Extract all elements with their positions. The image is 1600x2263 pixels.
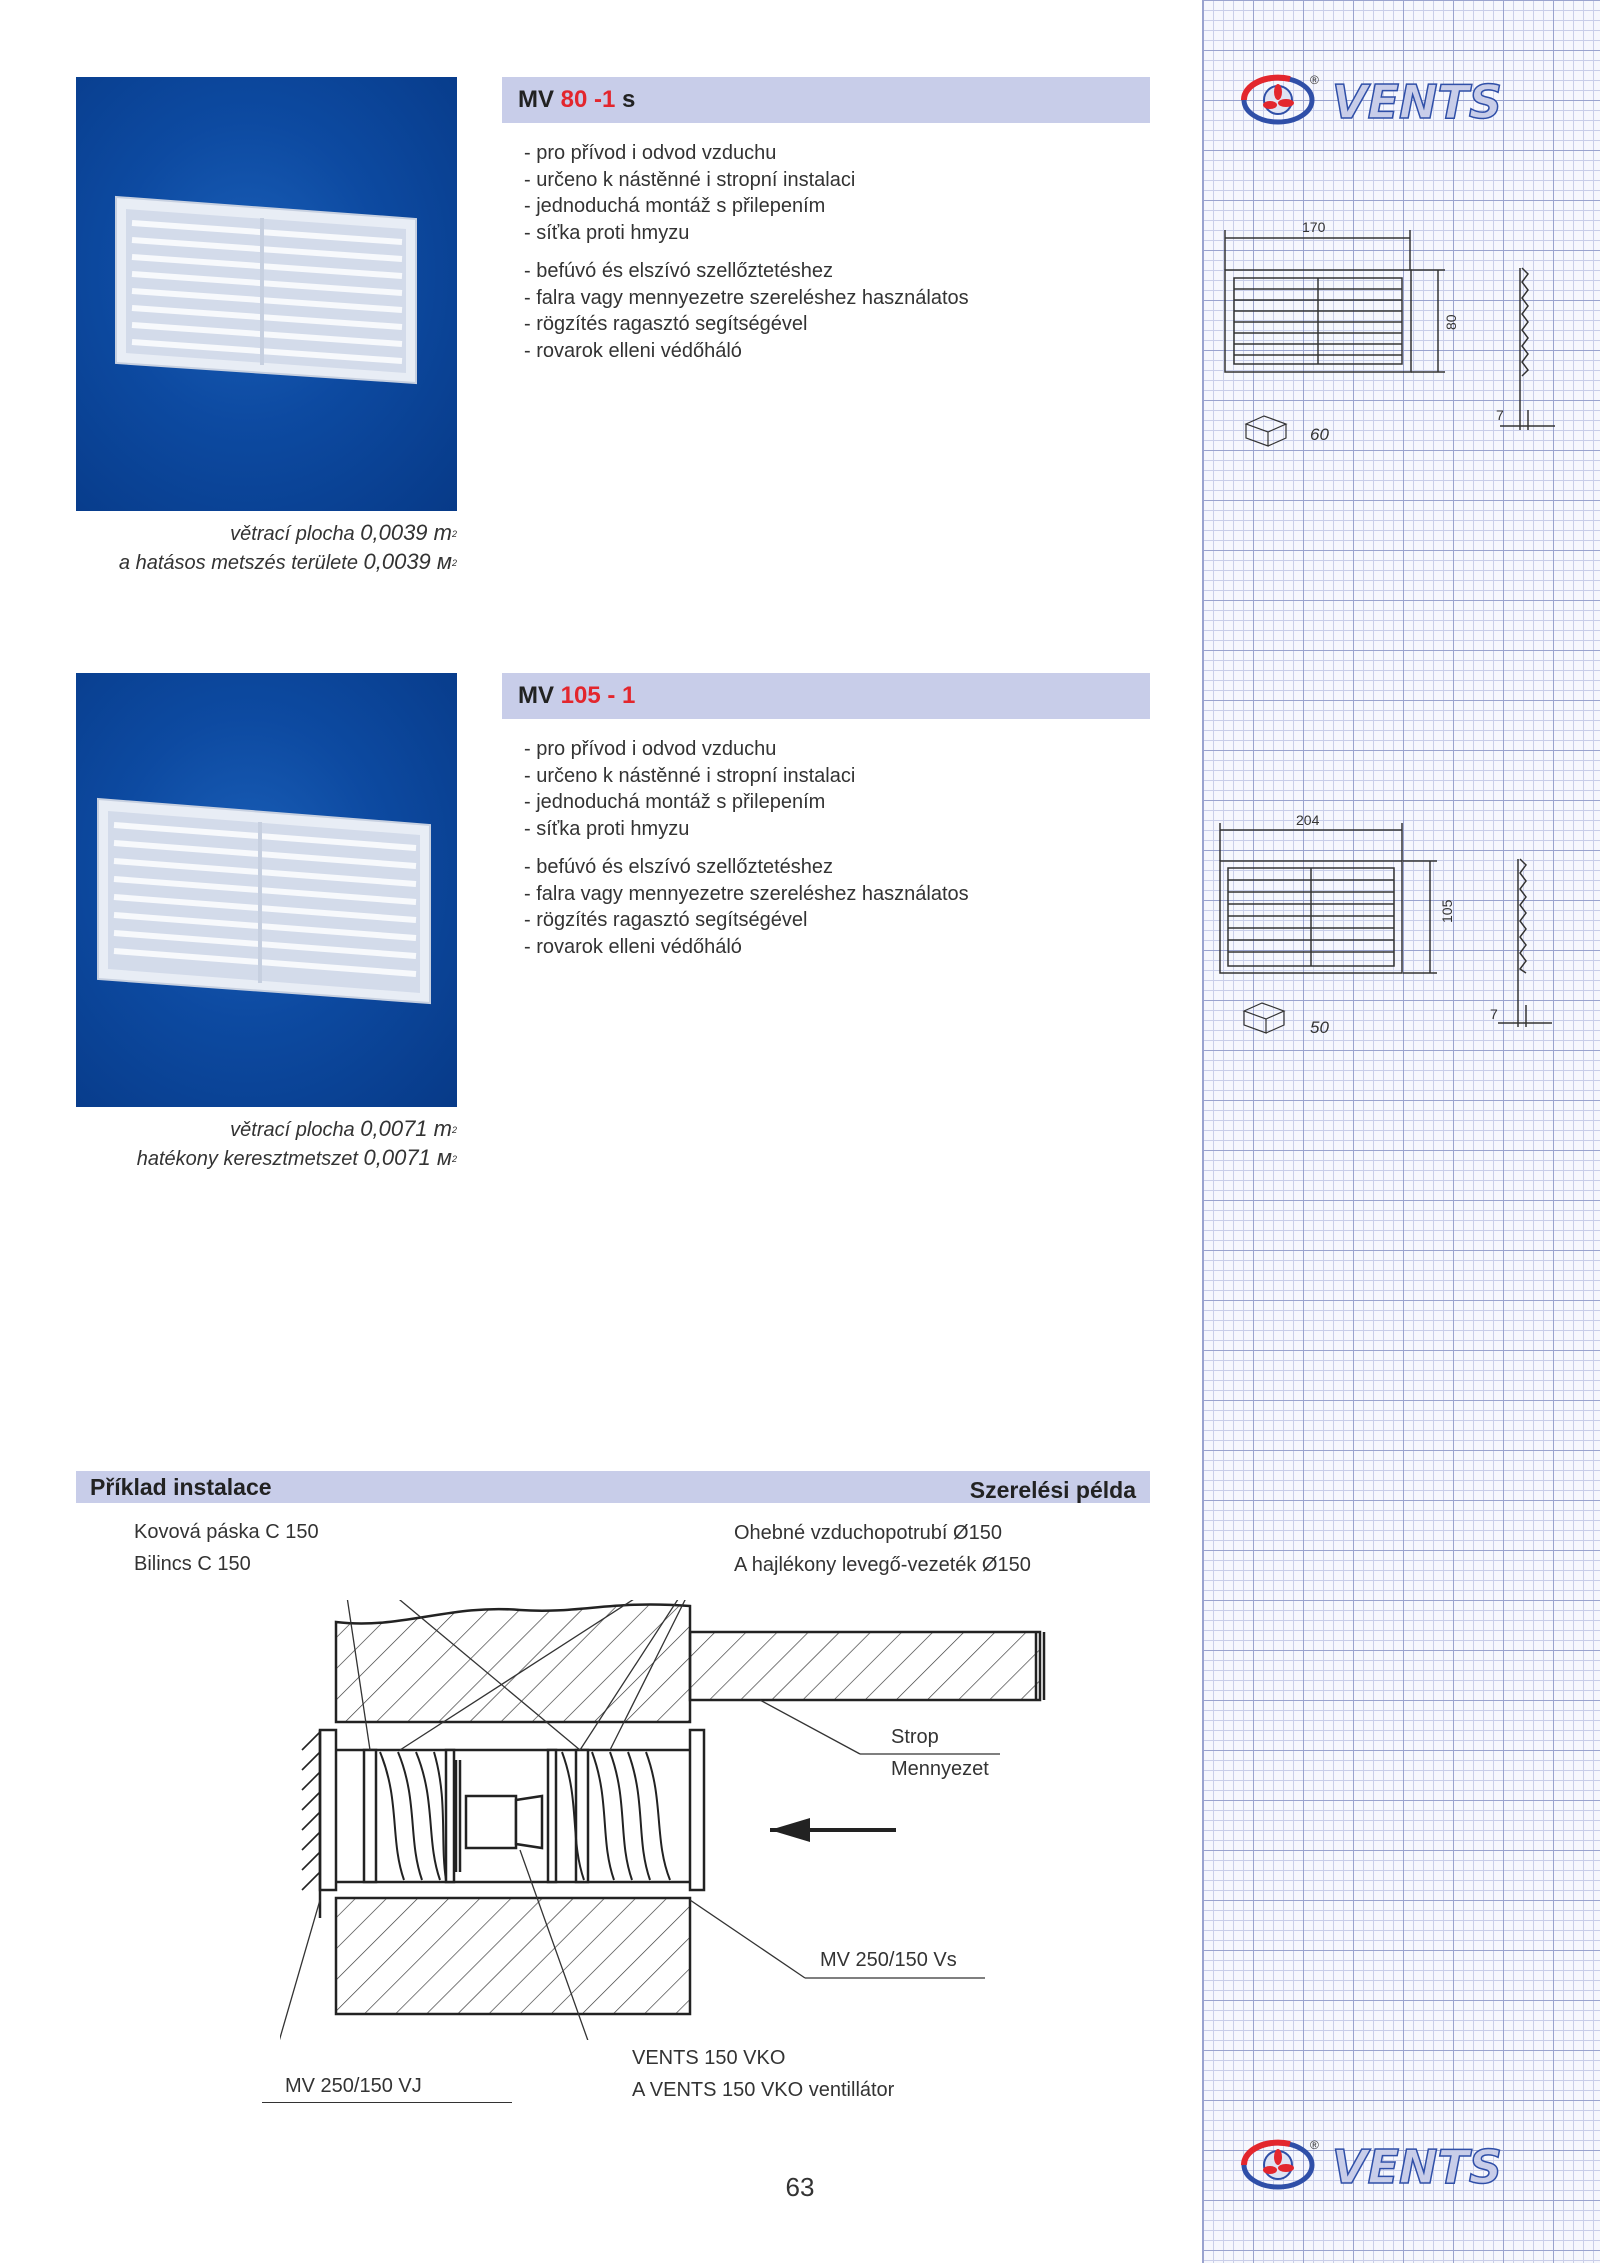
product-title-mv80: MV 80 -1 s <box>502 77 1150 123</box>
label-ceiling-hu: Mennyezet <box>891 1758 989 1780</box>
svg-text:60: 60 <box>1310 425 1329 444</box>
svg-text:7: 7 <box>1496 407 1504 423</box>
svg-text:7: 7 <box>1490 1006 1498 1022</box>
svg-text:80: 80 <box>1443 314 1459 330</box>
grille-illustration <box>76 77 457 511</box>
svg-text:®: ® <box>1310 2138 1319 2152</box>
feature-list-mv80: - pro přívod i odvod vzduchu - určeno k nástěnné i stropní instalaci - jednoduchá montáž s přilepením - síťka proti hmyzu - befúvó és elszívó szellőztetéshez - falra vagy mennyezetre szereléshez használatos - rögzítés ragasztó segítségével - rovarok elleni védőháló <box>524 142 969 362</box>
label-ceiling-cz: Strop <box>891 1726 939 1748</box>
svg-text:204: 204 <box>1296 812 1320 828</box>
product-photo-mv105 <box>76 673 457 1107</box>
label-grille-vj: MV 250/150 VJ <box>285 2075 422 2097</box>
area-caption-mv80: větrací plocha 0,0039 $m^2$ a hatásos metszés területe 0,0039 $м^2$ <box>118 520 457 574</box>
grille-illustration <box>76 673 457 1107</box>
svg-text:50: 50 <box>1310 1018 1329 1037</box>
label-fan-cz: VENTS 150 VKO <box>632 2047 786 2069</box>
label-clamp-hu: Bilincs C 150 <box>134 1553 251 1575</box>
vents-logo <box>1230 70 1570 130</box>
label-duct-hu: A hajlékony levegő-vezeték Ø150 <box>734 1554 1031 1576</box>
svg-text:VENTS: VENTS <box>1332 75 1503 129</box>
installation-header: Příklad instalace Szerelési példa <box>76 1471 1150 1503</box>
vents-logo-footer <box>1230 2135 1570 2195</box>
label-clamp-cz: Kovová páska C 150 <box>134 1521 319 1543</box>
dimension-drawing-mv80 <box>1210 210 1570 450</box>
dimension-drawing-mv105 <box>1210 805 1570 1045</box>
svg-text:VENTS: VENTS <box>1332 2140 1503 2194</box>
svg-text:170: 170 <box>1302 219 1326 235</box>
svg-text:®: ® <box>1310 73 1319 87</box>
svg-text:105: 105 <box>1439 899 1455 923</box>
product-title-mv105: MV 105 - 1 <box>502 673 1150 719</box>
feature-list-mv105: - pro přívod i odvod vzduchu - určeno k nástěnné i stropní instalaci - jednoduchá montáž s přilepením - síťka proti hmyzu - befúvó és elszívó szellőztetéshez - falra vagy mennyezetre szereléshez használatos - rögzítés ragasztó segítségével - rovarok elleni védőháló <box>524 738 969 958</box>
page-number: 63 <box>785 2172 815 2202</box>
area-caption-mv105: větrací plocha 0,0071 $m^2$ hatékony keresztmetszet 0,0071 $м^2$ <box>136 1116 457 1170</box>
product-photo-mv80 <box>76 77 457 511</box>
label-duct-cz: Ohebné vzduchopotrubí Ø150 <box>734 1522 1002 1544</box>
leader-line <box>262 2102 512 2103</box>
label-fan-hu: A VENTS 150 VKO ventillátor <box>632 2079 895 2101</box>
label-grille-vs: MV 250/150 Vs <box>820 1949 957 1971</box>
